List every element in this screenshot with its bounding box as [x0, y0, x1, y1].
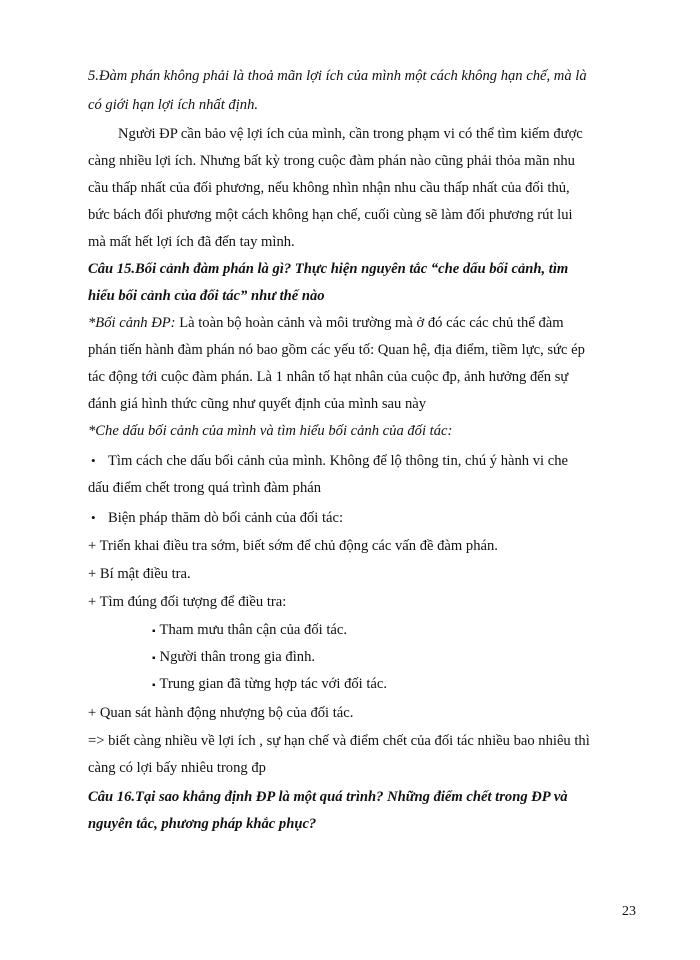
text-line: 5.Đàm phán không phải là thoả mãn lợi ích của mình một cách không hạn chế, mà là [88, 68, 587, 84]
text-line: có giới hạn lợi ích nhất định. [88, 97, 259, 113]
bullet-item: • Biện pháp thăm dò bối cảnh của đối tác: [108, 508, 343, 528]
plus-item: + Quan sát hành động nhượng bộ của đối tác. [88, 705, 354, 721]
question-heading: nguyên tắc, phương pháp khắc phục? [88, 816, 317, 832]
paragraph-line: đánh giá hình thức cũng như quyết định của mình sau này [88, 396, 427, 412]
paragraph-line: cầu thấp nhất của đối phương, nếu không nhìn nhận nhu cầu thấp nhất của đối thủ, [88, 180, 570, 196]
question-heading: Câu 16.Tại sao khẳng định ĐP là một quá trình? Những điểm chết trong ĐP và [88, 789, 568, 805]
definition-text: Là toàn bộ hoàn cảnh và môi trường mà ở đó các các chủ thể đàm [175, 315, 564, 331]
paragraph-line: bức bách đối phương một cách không hạn chế, cuối cùng sẽ làm đối phương rút lui [88, 207, 573, 223]
question-heading: hiểu bối cảnh của đối tác” như thế nào [88, 288, 325, 304]
paragraph-line: mà mất hết lợi ích đã đến tay mình. [88, 234, 295, 250]
square-bullet-item: ▪ Người thân trong gia đình. [152, 647, 315, 669]
conclusion-line: càng có lợi bấy nhiêu trong đp [88, 760, 266, 776]
paragraph-line: phán tiến hành đàm phán nó bao gồm các yếu tố: Quan hệ, địa điểm, tiềm lực, sức ép [88, 342, 585, 358]
plus-item: + Tìm đúng đối tượng để điều tra: [88, 594, 287, 610]
subheading: *Che dấu bối cảnh của mình và tìm hiểu bối cảnh của đối tác: [88, 423, 453, 439]
question-heading: Câu 15.Bối cảnh đàm phán là gì? Thực hiện nguyên tắc “che dấu bối cảnh, tìm [88, 261, 569, 277]
plus-item: + Bí mật điều tra. [88, 566, 191, 582]
bullet-item: • Tìm cách che dấu bối cảnh của mình. Không để lộ thông tin, chú ý hành vi che [108, 451, 568, 471]
plus-item: + Triển khai điều tra sớm, biết sớm để chủ động các vấn đề đàm phán. [88, 538, 498, 554]
bullet-continuation: dấu điểm chết trong quá trình đàm phán [88, 480, 322, 496]
paragraph-line: tác động tới cuộc đàm phán. Là 1 nhân tố hạt nhân của cuộc đp, ảnh hưởng đến sự [88, 369, 569, 385]
page-number: 23 [622, 904, 636, 919]
paragraph-line: Người ĐP cần bảo vệ lợi ích của mình, cần trong phạm vi có thể tìm kiếm được [118, 126, 583, 142]
square-bullet-item: ▪ Tham mưu thân cận của đối tác. [152, 620, 347, 642]
conclusion-line: => biết càng nhiều về lợi ích , sự hạn chế và điểm chết của đối tác nhiều bao nhiêu thì [88, 733, 590, 749]
paragraph-line: càng nhiều lợi ích. Nhưng bất kỳ trong cuộc đàm phán nào cũng phải thỏa mãn nhu [88, 153, 575, 169]
definition-term: *Bối cảnh ĐP: [88, 315, 176, 331]
definition-line [88, 313, 564, 333]
square-bullet-item: ▪ Trung gian đã từng hợp tác với đối tác. [152, 674, 387, 696]
